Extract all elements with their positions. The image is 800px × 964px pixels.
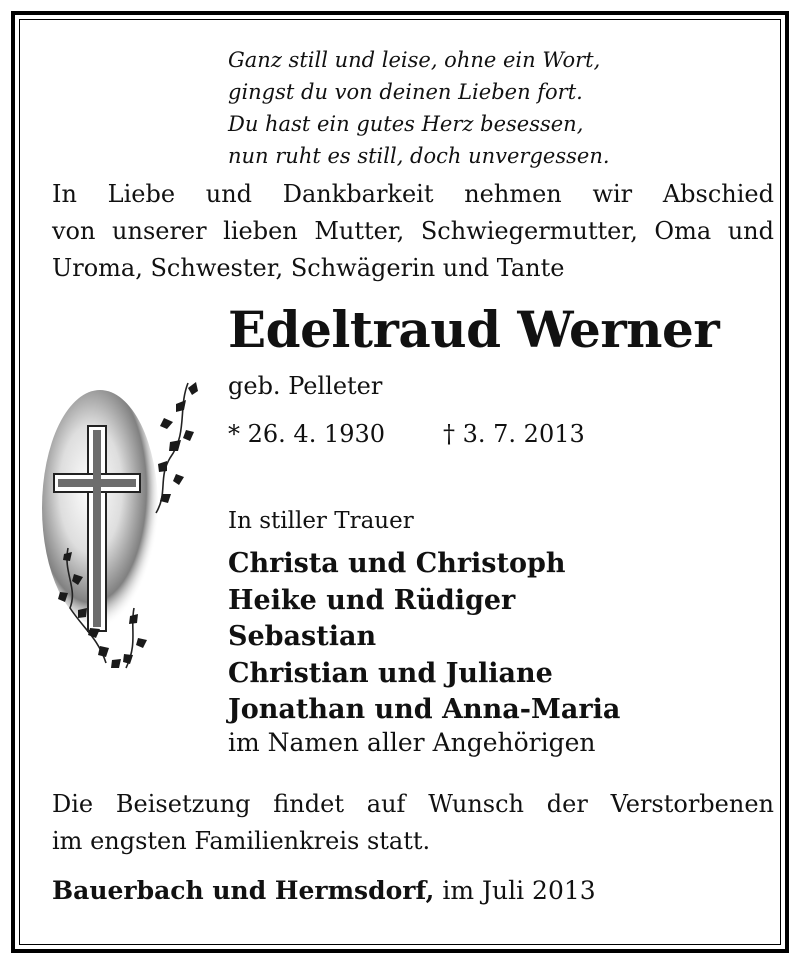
life-dates <box>228 420 585 448</box>
intro-line: In Liebe und Dankbarkeit nehmen wir Abschied <box>52 180 774 208</box>
mourners-list <box>228 546 620 729</box>
mourner-name: Sebastian <box>228 621 377 652</box>
intro-line: Uroma, Schwester, Schwägerin und Tante <box>52 254 565 282</box>
place: Bauerbach und Hermsdorf, <box>52 876 435 905</box>
deceased-name: Edeltraud Werner <box>228 300 720 359</box>
place-and-date <box>52 876 596 905</box>
poem-line: Du hast ein gutes Herz besessen, <box>228 112 584 136</box>
burial-line: im engsten Familienkreis statt. <box>52 827 431 855</box>
birth-name: geb. Pelleter <box>228 372 383 400</box>
mourners-heading: In stiller Trauer <box>228 508 414 534</box>
poem <box>228 44 610 172</box>
poem-line: nun ruht es still, doch unvergessen. <box>228 144 610 168</box>
mourner-name: Jonathan und Anna-Maria <box>228 694 621 725</box>
mourner-name: Heike und Rüdiger <box>228 584 516 616</box>
poem-line: gingst du von deinen Lieben fort. <box>228 80 583 104</box>
death-date: † 3. 7. 2013 <box>443 420 585 448</box>
birth-date: * 26. 4. 1930 <box>228 420 386 448</box>
cross-with-ivy-icon <box>38 378 206 678</box>
mourner-name: Christian und Juliane <box>228 657 553 689</box>
intro-paragraph <box>52 176 774 287</box>
date: im Juli 2013 <box>442 876 596 905</box>
mourner-name: Christa und Christoph <box>228 548 566 579</box>
intro-line: von unserer lieben Mutter, Schwiegermutter, Oma und <box>52 217 774 245</box>
poem-line: Ganz still und leise, ohne ein Wort, <box>228 48 601 72</box>
mourners-closing: im Namen aller Angehörigen <box>228 728 596 757</box>
burial-line: Die Beisetzung findet auf Wunsch der Verstorbenen <box>52 790 774 818</box>
burial-notice <box>52 786 774 860</box>
